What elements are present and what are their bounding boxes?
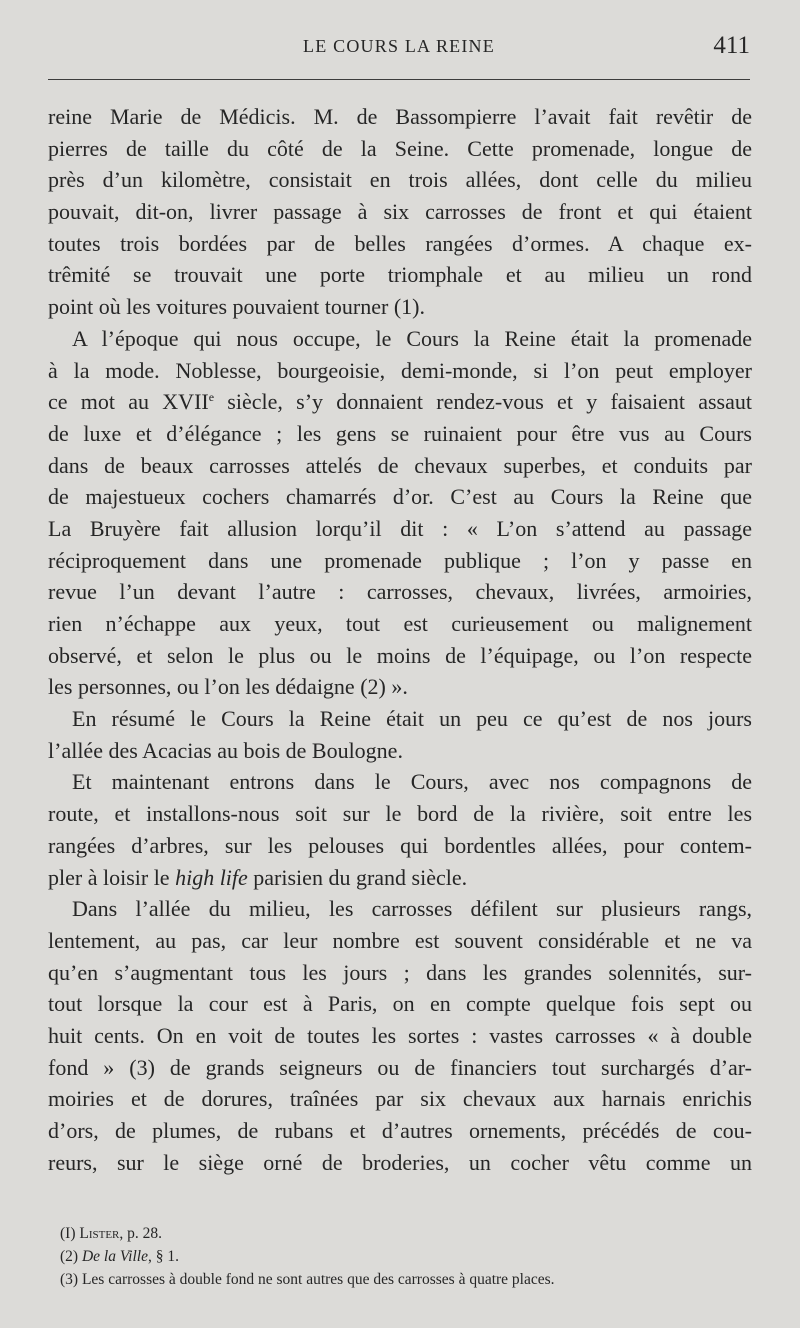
page-number: 411 [713,32,750,59]
text-line-with-italic [48,862,752,894]
text-line: tout lorsque la cour est à Paris, on en compte quelque fois sept ou [48,991,752,1017]
text-line: huit cents. On en voit de toutes les sortes : vastes carrosses « à double [48,1022,752,1048]
text-line: près d’un kilomètre, consistait en trois allées, dont celle du milieu [48,167,752,193]
text-line: reurs, sur le siège orné de broderies, un cocher vêtu comme un [48,1149,752,1175]
header-rule [48,79,750,80]
text-line: moiries et de dorures, traînées par six chevaux aux harnais enrichis [48,1086,752,1112]
footnote-title: De la Ville [81,1248,148,1265]
text-line: revue l’un devant l’autre : carrosses, chevaux, livrées, armoiries, [48,579,752,605]
footnote-author: Lister [79,1225,120,1242]
text-line: de majestueux cochers chamarrés d’or. C’est au Cours la Reine que [48,484,752,510]
text-line: La Bruyère fait allusion lorqu’il dit : « L’on s’attend au passage [48,515,752,541]
paragraph-start-line: Et maintenant entrons dans le Cours, avec nos compagnons de [72,769,752,795]
text-line: trêmité se trouvait une porte triomphale et au milieu un rond [48,262,752,288]
text-line: rangées d’arbres, sur les pelouses qui bordentles allées, pour contem- [48,832,752,858]
line-segment: pler à loisir le [48,864,176,890]
paragraph-start-line: Dans l’allée du milieu, les carrosses défilent sur plusieurs rangs, [72,896,752,922]
text-line: reine Marie de Médicis. M. de Bassompierre l’avait fait revêtir de [48,104,752,129]
text-line: pierres de taille du côté de la Seine. Cette promenade, longue de [48,135,752,161]
italic-phrase: high life [175,864,248,890]
line-segment: ce mot au XVII [48,389,209,415]
footnote-3: (3) Les carrosses à double fond ne sont autres que des carrosses à quatre places. [60,1271,555,1288]
text-line: qu’en s’augmentant tous les jours ; dans les grandes solennités, sur- [48,959,752,985]
footnote-1 [60,1222,750,1245]
running-head [48,32,750,68]
text-line: toutes trois bordées par de belles rangées d’ormes. A chaque ex- [48,230,752,256]
text-line: les personnes, ou l’on les dédaigne (2) ». [48,674,408,700]
paragraph-start-line: A l’époque qui nous occupe, le Cours la Reine était la promenade [72,325,752,351]
text-line: d’ors, de plumes, de rubans et d’autres ornements, précédés de cou- [48,1118,752,1143]
line-segment: parisien du grand siècle. [247,864,468,890]
line-segment: siècle, s’y donnaient rendez-vous et y faisaient assaut [214,389,752,415]
text-line: observé, et selon le plus ou le moins de l’équipage, ou l’on respecte [48,642,752,668]
text-line: réciproquement dans une promenade publique ; l’on y passe en [48,547,752,573]
footnote-text: , § 1. [147,1248,179,1265]
paragraph-start-line: En résumé le Cours la Reine était un peu ce qu’est de nos jours [72,706,752,732]
text-line: point où les voitures pouvaient tourner (1). [48,294,425,320]
footnote-marker: (I) [60,1225,76,1242]
text-line: lentement, au pas, car leur nombre est souvent considérable et ne va [48,927,752,953]
text-line: dans de beaux carrosses attelés de chevaux superbes, et conduits par [48,452,752,478]
footnote-2 [60,1245,750,1268]
text-line: rien n’échappe aux yeux, tout est curieusement ou malignement [48,611,752,636]
footnotes [60,1222,750,1291]
superscript: e [208,390,215,405]
body-text [48,101,752,1178]
footnote-marker: (2) [60,1248,79,1265]
text-line: l’allée des Acacias au bois de Boulogne. [48,737,403,763]
text-line: de luxe et d’élégance ; les gens se ruinaient pour être vus au Cours [48,420,752,446]
text-line-with-superscript [48,386,752,418]
footnote-text: , p. 28. [119,1225,163,1242]
running-title: LE COURS LA REINE [303,36,495,56]
text-line: fond » (3) de grands seigneurs ou de financiers tout surchargés d’ar- [48,1054,752,1080]
text-line: route, et installons-nous soit sur le bord de la rivière, soit entre les [48,801,752,827]
text-line: pouvait, dit-on, livrer passage à six carrosses de front et qui étaient [48,199,752,225]
text-line: à la mode. Noblesse, bourgeoisie, demi-monde, si l’on peut employer [48,357,752,383]
